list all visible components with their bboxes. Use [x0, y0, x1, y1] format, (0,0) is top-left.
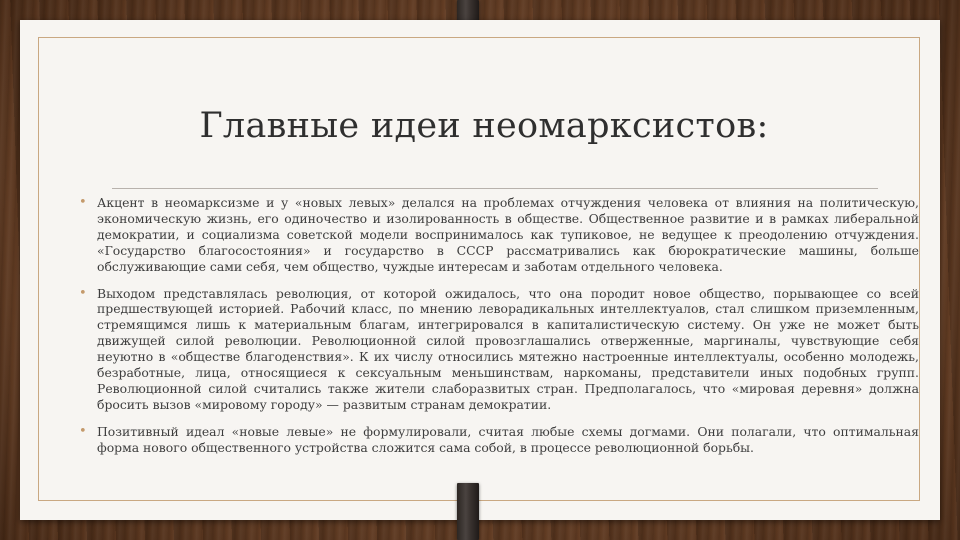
slide-title: Главные идеи неомарксистов:: [199, 106, 769, 146]
bullet-text: Выходом представлялась революция, от которой ожидалось, что она породит новое общество, порывающее со всей предшествующей историей. Рабочий класс, по мнению леворадикальных интеллектуалов, стал слишком приземленным, стремящимся лишь к материальным благам, интегрировался в капиталистическую систему. Он уже не может быть движущей силой революции. Революционной силой провозглашались отверженные, маргиналы, чувствующие себя неуютно в «обществе благоденствия». К их числу относились мятежно настроенные интеллектуалы, особенно молодежь, безработные, лица, относящиеся к сексуальным меньшинствам, наркоманы, представители иных подобных групп. Революционной силой считались также жители слаборазвитых стран. Предполагалось, что «мировая деревня» должна бросить вызов «мировому городу» — развитым странам демократии.: [97, 285, 919, 412]
bullet-dot-icon: •: [79, 423, 87, 439]
slide: [20, 20, 940, 520]
title-divider: [112, 188, 878, 189]
bullet-item: [57, 195, 919, 275]
bullet-item: [57, 286, 919, 413]
bullet-text: Акцент в неомарксизме и у «новых левых» делался на проблемах отчуждения человека от влияния на политическую, экономическую жизнь, его одиночество и изолированность в обществе. Общественное развитие и в рамках либеральной демократии, и социализма советской модели воспринималось как тупиковое, не ведущее к преодолению отчуждения. «Государство благосостояния» и государство в СССР рассматривались как бюрократические машины, больше обслуживающие сами себя, чем общество, чуждые интересам и заботам отдельного человека.: [97, 195, 919, 274]
bullet-text: Позитивный идеал «новые левые» не формулировали, считая любые схемы догмами. Они полагали, что оптимальная форма нового общественного устройства сложится сама собой, в процессе революционной борьбы.: [97, 423, 919, 455]
bullet-dot-icon: •: [79, 285, 87, 301]
bullet-list: [57, 195, 919, 467]
bullet-dot-icon: •: [79, 195, 87, 210]
bullet-item: [57, 424, 919, 456]
binder-clip-bottom: [457, 483, 479, 540]
